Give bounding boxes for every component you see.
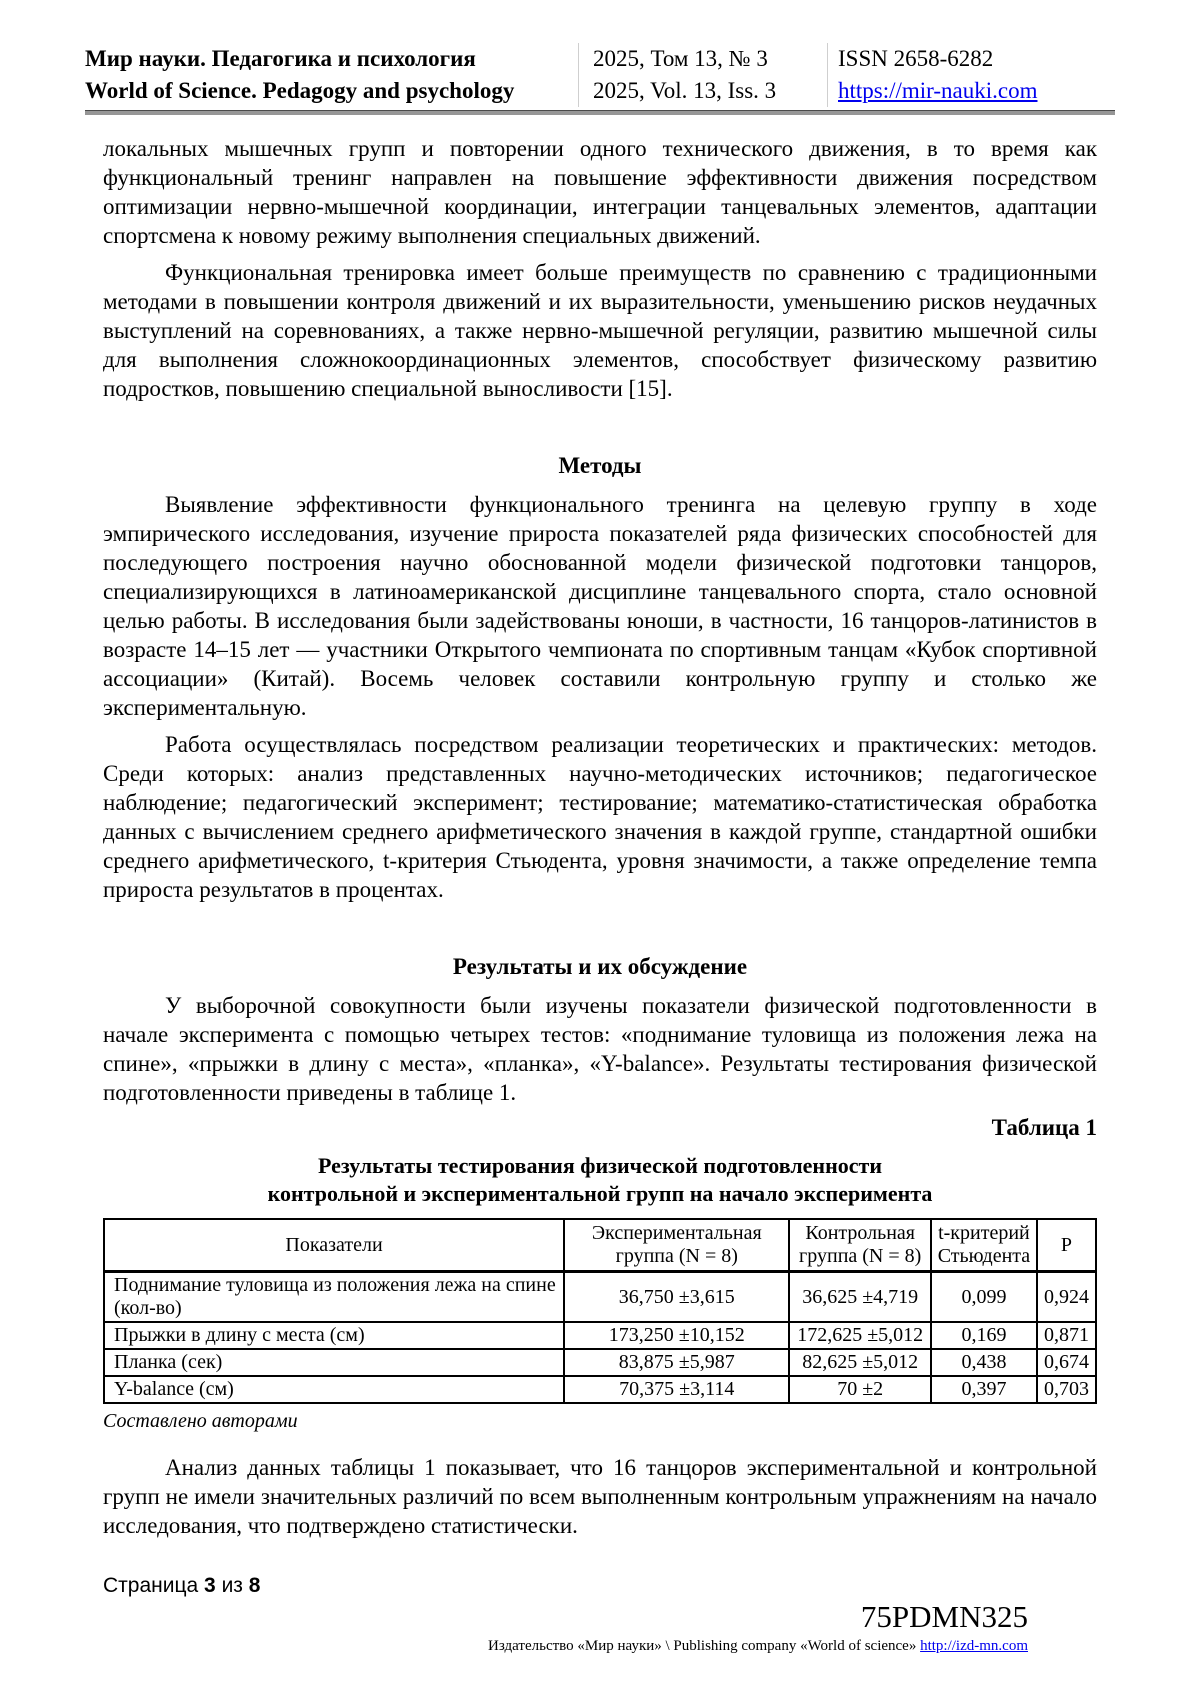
issn: ISSN 2658-6282 [838, 46, 994, 71]
col-header-p: P [1037, 1219, 1096, 1272]
results-table [103, 1218, 1097, 1404]
cell-value: 173,250 ±10,152 [564, 1322, 789, 1349]
cell-value: 0,438 [931, 1349, 1037, 1376]
cell-value: 70 ±2 [789, 1376, 930, 1403]
table-row [104, 1349, 1096, 1376]
table-header-row [104, 1219, 1096, 1272]
col-header-indicators: Показатели [104, 1219, 564, 1272]
issue-ru: 2025, Том 13, № 3 [593, 46, 768, 71]
cell-value: 0,674 [1037, 1349, 1096, 1376]
journal-title-en: World of Science. Pedagogy and psychology [85, 78, 515, 103]
journal-header [85, 0, 1115, 115]
table-row [104, 1272, 1096, 1323]
cell-value: 83,875 ±5,987 [564, 1349, 789, 1376]
col-header-t-criterion: t-критерий Стьюдента [931, 1219, 1037, 1272]
document-code: 75PDMN325 [860, 1599, 1028, 1634]
row-label: Поднимание туловища из положения лежа на спине (кол-во) [104, 1272, 564, 1323]
cell-value: 172,625 ±5,012 [789, 1322, 930, 1349]
col-header-experimental-group: Экспериментальная группа (N = 8) [564, 1219, 789, 1272]
cell-value: 36,750 ±3,615 [564, 1272, 789, 1323]
page-word: Страница [103, 1574, 199, 1597]
issn-block [827, 43, 1115, 107]
paragraph-results-1: У выборочной совокупности были изучены показатели физической подготовленности в начале эксперимента с помощью четырех тестов: «поднимание туловища из положения лежа на спине», «прыжки в длину с места», «планка», «Y-balance». Результаты тестирования физической подготовленности приведены в таблице 1. [103, 993, 1097, 1105]
paragraph-functional-training: Функциональная тренировка имеет больше преимуществ по сравнению с традиционными методами в повышении контроля движений и их выразительности, уменьшению рисков неудачных выступлений на соревнованиях, а также нервно-мышечной регуляции, развитию мышечной силы для выполнения сложнокоординационных элементов, способствует физическому развитию подростков, повышению специальной выносливости [15]. [103, 260, 1097, 401]
journal-title-ru: Мир науки. Педагогика и психология [85, 46, 476, 71]
paragraph-methods-2: Работа осуществлялась посредством реализации теоретических и практических: методов. Среди которых: анализ представленных научно-методических источников; педагогическое наблюдение; педагогический эксперимент; тестирование; математико-статистическая обработка данных с вычислением среднего арифметического значения в каждой группе, стандартной ошибки среднего арифметического, t-критерия Стьюдента, уровня значимости, а также определение темпа прироста результатов в процентах. [103, 732, 1097, 902]
cell-value: 70,375 ±3,114 [564, 1376, 789, 1403]
cell-value: 36,625 ±4,719 [789, 1272, 930, 1323]
table-title-line-1: Результаты тестирования физической подготовленности [317, 1153, 883, 1178]
table-row [104, 1376, 1096, 1403]
cell-value: 82,625 ±5,012 [789, 1349, 930, 1376]
journal-site-link[interactable]: https://mir-nauki.com [838, 78, 1038, 103]
page-number-line [103, 1574, 260, 1598]
issue-en: 2025, Vol. 13, Iss. 3 [593, 78, 777, 103]
cell-value: 0,397 [931, 1376, 1037, 1403]
publisher-text: Издательство «Мир науки» \ Publishing company «World of science» [488, 1638, 917, 1654]
paragraph-analysis: Анализ данных таблицы 1 показывает, что 16 танцоров экспериментальной и контрольной групп не имели значительных различий по всем выполненным контрольным упражнениям на начало исследования, что подтверждено статистически. [103, 1455, 1097, 1538]
row-label: Планка (сек) [104, 1349, 564, 1376]
cell-value: 0,871 [1037, 1322, 1096, 1349]
row-label: Y-balance (см) [104, 1376, 564, 1403]
table-label: Таблица 1 [991, 1115, 1097, 1140]
page-current: 3 [204, 1574, 216, 1597]
journal-title-block [85, 43, 578, 107]
publisher-site-link[interactable]: http://izd-mn.com [920, 1638, 1028, 1654]
row-label: Прыжки в длину с места (см) [104, 1322, 564, 1349]
cell-value: 0,924 [1037, 1272, 1096, 1323]
page-of-word: из [221, 1574, 243, 1597]
paragraph-continuation: локальных мышечных групп и повторении одного технического движения, в то время как функциональный тренинг направлен на повышение эффективности движения посредством оптимизации нервно-мышечной координации, интеграции танцевальных элементов, адаптации спортсмена к новому режиму выполнения специальных движений. [103, 136, 1097, 248]
section-heading-methods: Методы [558, 453, 642, 478]
article-body [103, 113, 1097, 1540]
cell-value: 0,099 [931, 1272, 1037, 1323]
cell-value: 0,703 [1037, 1376, 1096, 1403]
table-title [103, 1152, 1097, 1208]
cell-value: 0,169 [931, 1322, 1037, 1349]
section-heading-results: Результаты и их обсуждение [452, 954, 748, 979]
table-title-line-2: контрольной и экспериментальной групп на начало эксперимента [267, 1181, 933, 1206]
table-source-note: Составлено авторами [103, 1410, 298, 1432]
page-total: 8 [248, 1574, 261, 1597]
publisher-line [488, 1637, 1028, 1656]
col-header-control-group: Контрольная группа (N = 8) [789, 1219, 930, 1272]
table-row [104, 1322, 1096, 1349]
paragraph-methods-1: Выявление эффективности функционального тренинга на целевую группу в ходе эмпирического исследования, изучение прироста показателей ряда физических способностей для последующего построения научно обоснованной модели физической подготовки танцоров, специализирующихся в латиноамериканской дисциплине танцевального спорта, стало основной целью работы. В исследования были задействованы юноши, в частности, 16 танцоров-латинистов в возрасте 14–15 лет — участники Открытого чемпионата по спортивным танцам «Кубок спортивной ассоциации» (Китай). Восемь человек составили контрольную группу и столько же экспериментальную. [103, 492, 1097, 720]
issue-block [578, 43, 827, 107]
